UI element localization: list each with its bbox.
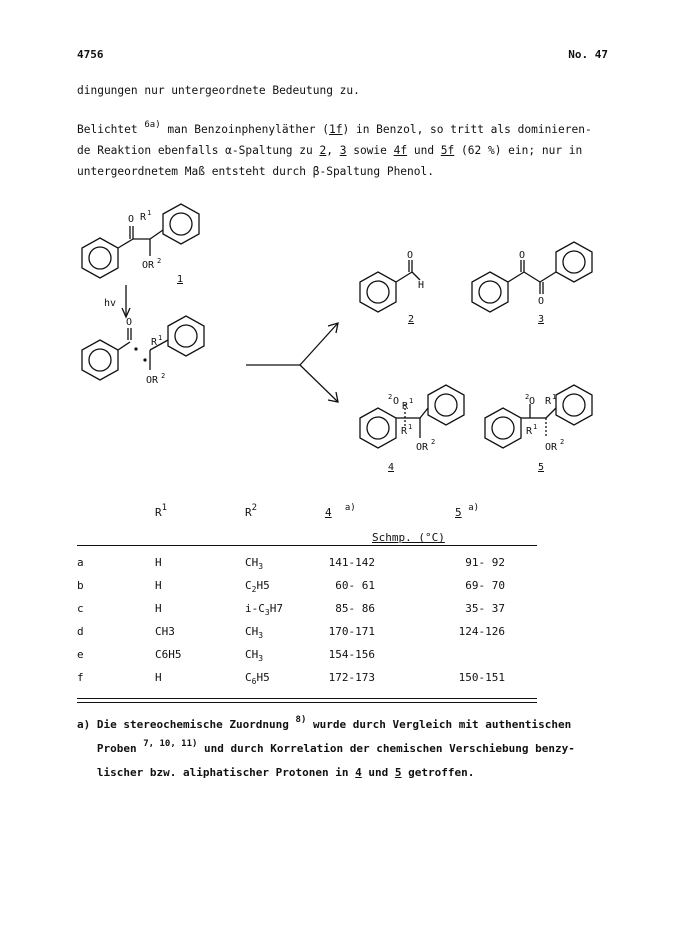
compound-1-structure (82, 204, 592, 448)
header-r1: $R^1$ (155, 503, 168, 519)
row-id: d (77, 625, 84, 638)
cell-r1: H (155, 671, 162, 684)
row-id: a (77, 556, 84, 569)
reaction-scheme (0, 190, 680, 490)
svg-text:R: R (151, 337, 158, 348)
label-compound-5: 5 (538, 462, 545, 473)
svg-text:2: 2 (388, 393, 393, 401)
svg-text:O: O (529, 396, 536, 407)
svg-text:2: 2 (431, 438, 436, 446)
cell-r2: $C_6H5$ (245, 671, 270, 686)
cell-mp-4: 154-156 (328, 648, 375, 661)
row-id: e (77, 648, 84, 661)
svg-text:OR: OR (142, 260, 155, 271)
footnote-line-1: a) Die stereochemische Zuordnung $^{8)}$ wurde durch Vergleich mit authentischen (77, 715, 572, 731)
svg-text:R: R (545, 396, 552, 407)
hv-label: hv (104, 298, 117, 309)
svg-text:H: H (418, 280, 425, 291)
svg-text:1: 1 (158, 334, 163, 342)
svg-text:OR: OR (146, 375, 159, 386)
o-label-1: O (128, 214, 135, 225)
cell-mp-5: 91- 92 (465, 556, 505, 569)
header-compound-4: 4 $^{a)}$ (325, 503, 356, 519)
page-number: 4756 (77, 48, 104, 61)
svg-text:R: R (140, 212, 147, 223)
cell-mp-5: 150-151 (458, 671, 505, 684)
cell-r2: $C_2H5$ (245, 579, 270, 594)
svg-text:O: O (393, 396, 400, 407)
svg-text:1: 1 (533, 423, 538, 431)
footnote-line-3: lischer bzw. aliphatischer Protonen in 4 und 5 getroffen. (77, 766, 475, 779)
label-compound-1: 1 (177, 274, 184, 285)
cell-mp-5: 69- 70 (465, 579, 505, 592)
svg-text:2: 2 (560, 438, 565, 446)
label-compound-3: 3 (538, 314, 545, 325)
cell-r2: $i-C_3H7$ (245, 602, 283, 617)
cell-r1: C6H5 (155, 648, 182, 661)
row-id: f (77, 671, 84, 684)
svg-text:OR: OR (545, 442, 558, 453)
svg-text:R: R (401, 426, 408, 437)
ref-6a: 6a) (144, 120, 161, 130)
text-line-1: dingungen nur untergeordnete Bedeutung zu. (77, 84, 360, 97)
text-line-4: untergeordnetem Maß entsteht durch β-Spaltung Phenol. (77, 165, 434, 178)
table-rule-top (77, 545, 537, 546)
cell-r1: H (155, 579, 162, 592)
svg-text:O: O (126, 317, 133, 328)
svg-text:R: R (526, 426, 533, 437)
svg-text:OR: OR (416, 442, 429, 453)
text-line-2: Belichtet $^{6a)}$ man Benzoinphenyläther (1f) in Benzol, so tritt als dominieren- (77, 120, 592, 136)
cell-r2: $CH_3$ (245, 556, 264, 571)
row-id: c (77, 602, 84, 615)
text-line-3: de Reaktion ebenfalls α-Spaltung zu 2, 3 sowie 4f und 5f (62 %) ein; nur in (77, 144, 583, 157)
svg-text:O: O (407, 250, 414, 261)
footnote-line-2: Proben $^{7, 10, 11)}$ und durch Korrelation der chemischen Verschiebung benzy- (77, 739, 575, 755)
cell-r2: $CH_3$ (245, 625, 264, 640)
svg-text:O: O (519, 250, 526, 261)
cell-r1: H (155, 602, 162, 615)
cell-r2: $CH_3$ (245, 648, 264, 663)
cell-mp-4: 60- 61 (335, 579, 375, 592)
compound-ref-1f: 1f (329, 123, 343, 136)
table-rule-bottom-2 (77, 702, 537, 703)
svg-text:2: 2 (157, 257, 162, 265)
label-compound-4: 4 (388, 462, 395, 473)
cell-mp-5: 124-126 (458, 625, 505, 638)
cell-mp-5: 35- 37 (465, 602, 505, 615)
svg-text:1: 1 (552, 393, 557, 401)
svg-text:O: O (538, 296, 545, 307)
cell-mp-4: 141-142 (328, 556, 375, 569)
cell-r1: H (155, 556, 162, 569)
row-id: b (77, 579, 84, 592)
cell-r1: CH3 (155, 625, 175, 638)
svg-text:2: 2 (525, 393, 530, 401)
svg-text:R: R (402, 401, 409, 412)
cell-mp-4: 172-173 (328, 671, 375, 684)
cell-mp-4: 170-171 (328, 625, 375, 638)
label-compound-2: 2 (408, 314, 415, 325)
table-rule-bottom (77, 698, 537, 699)
subheader-mp: Schmp. (°C) (372, 531, 445, 544)
svg-text:1: 1 (147, 209, 152, 217)
header-r2: $R^2$ (245, 503, 258, 519)
journal-issue: No. 47 (568, 48, 608, 61)
svg-text:1: 1 (409, 397, 414, 405)
header-compound-5: 5 $^{a)}$ (455, 503, 480, 519)
cell-mp-4: 85- 86 (335, 602, 375, 615)
svg-text:1: 1 (408, 423, 413, 431)
svg-text:2: 2 (161, 372, 166, 380)
